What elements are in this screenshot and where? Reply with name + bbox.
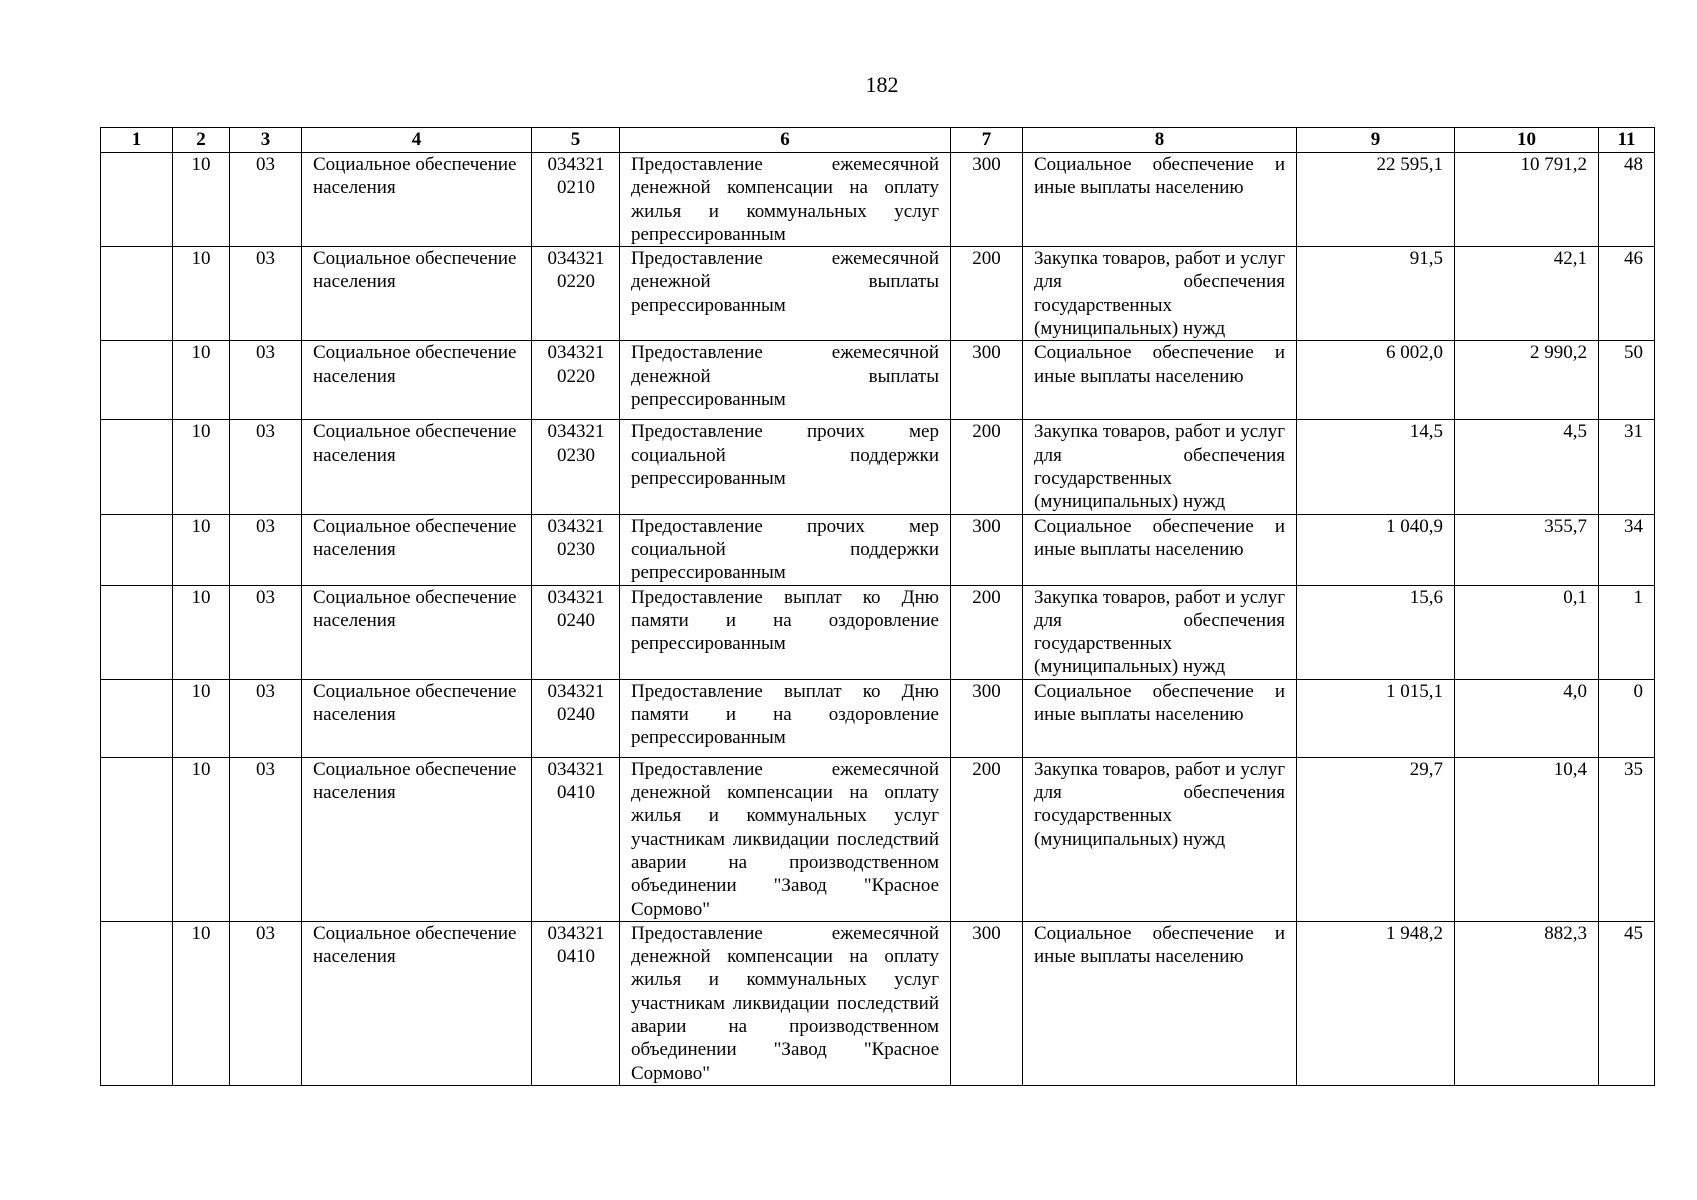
cell-section: 10 xyxy=(173,153,230,247)
cell-col-1 xyxy=(101,341,173,420)
target-code-text: 0343210230 xyxy=(547,515,605,560)
cell-col-1 xyxy=(101,921,173,1085)
cell-value-10: 882,3 xyxy=(1455,921,1599,1085)
cell-expense-type: 300 xyxy=(951,341,1023,420)
cell-percent: 45 xyxy=(1599,921,1655,1085)
table-row xyxy=(101,153,1655,247)
cell-col-1 xyxy=(101,247,173,341)
cell-value-9: 15,6 xyxy=(1297,585,1455,679)
budget-table xyxy=(100,127,1655,1086)
cell-description: Предоставление выплат ко Дню памяти и на оздоровление репрессированным xyxy=(620,679,951,757)
cell-value-9: 6 002,0 xyxy=(1297,341,1455,420)
cell-value-10: 0,1 xyxy=(1455,585,1599,679)
cell-description: Предоставление прочих мер социальной поддержки репрессированным xyxy=(620,420,951,514)
cell-expense-type: 200 xyxy=(951,585,1023,679)
cell-subsection: 03 xyxy=(230,921,302,1085)
header-col-6: 6 xyxy=(620,128,951,153)
table-row xyxy=(101,585,1655,679)
cell-value-9: 29,7 xyxy=(1297,757,1455,921)
cell-expense-type: 300 xyxy=(951,679,1023,757)
cell-description: Предоставление ежемесячной денежной компенсации на оплату жилья и коммунальных услуг репрессированным xyxy=(620,153,951,247)
target-code-text: 0343210410 xyxy=(547,758,605,804)
cell-value-10: 10 791,2 xyxy=(1455,153,1599,247)
cell-expense-name: Социальное обеспечение и иные выплаты населению xyxy=(1023,341,1297,420)
table-body xyxy=(101,153,1655,1086)
table-row xyxy=(101,757,1655,921)
cell-subsection: 03 xyxy=(230,514,302,585)
cell-percent: 50 xyxy=(1599,341,1655,420)
cell-section: 10 xyxy=(173,420,230,514)
cell-col-1 xyxy=(101,679,173,757)
table-row xyxy=(101,514,1655,585)
cell-value-10: 10,4 xyxy=(1455,757,1599,921)
target-code-text: 0343210220 xyxy=(547,248,605,293)
cell-percent: 35 xyxy=(1599,757,1655,921)
cell-value-9: 14,5 xyxy=(1297,420,1455,514)
cell-subsection: 03 xyxy=(230,585,302,679)
cell-value-9: 1 015,1 xyxy=(1297,679,1455,757)
cell-section-name: Социальное обеспечение населения xyxy=(302,341,532,420)
cell-section-name: Социальное обеспечение населения xyxy=(302,757,532,921)
cell-expense-name: Закупка товаров, работ и услуг для обеспечения государственных (муниципальных) нужд xyxy=(1023,247,1297,341)
cell-percent: 34 xyxy=(1599,514,1655,585)
cell-description: Предоставление выплат ко Дню памяти и на оздоровление репрессированным xyxy=(620,585,951,679)
cell-col-1 xyxy=(101,153,173,247)
cell-target-code xyxy=(532,679,620,757)
table-row xyxy=(101,921,1655,1085)
cell-subsection: 03 xyxy=(230,341,302,420)
cell-expense-name: Закупка товаров, работ и услуг для обеспечения государственных (муниципальных) нужд xyxy=(1023,420,1297,514)
cell-target-code xyxy=(532,420,620,514)
cell-percent: 46 xyxy=(1599,247,1655,341)
header-col-4: 4 xyxy=(302,128,532,153)
cell-subsection: 03 xyxy=(230,153,302,247)
cell-section-name: Социальное обеспечение населения xyxy=(302,420,532,514)
cell-subsection: 03 xyxy=(230,420,302,514)
cell-percent: 31 xyxy=(1599,420,1655,514)
target-code-text: 0343210410 xyxy=(547,922,605,968)
header-row xyxy=(101,128,1655,153)
cell-description: Предоставление ежемесячной денежной компенсации на оплату жилья и коммунальных услуг участникам ликвидации последствий аварии на производственном объединении "Завод "Красное Сормово" xyxy=(620,921,951,1085)
header-col-8: 8 xyxy=(1023,128,1297,153)
cell-section-name: Социальное обеспечение населения xyxy=(302,153,532,247)
cell-expense-name: Социальное обеспечение и иные выплаты населению xyxy=(1023,514,1297,585)
table-row xyxy=(101,341,1655,420)
cell-value-10: 355,7 xyxy=(1455,514,1599,585)
cell-section: 10 xyxy=(173,679,230,757)
cell-percent: 1 xyxy=(1599,585,1655,679)
cell-target-code xyxy=(532,757,620,921)
cell-expense-name: Социальное обеспечение и иные выплаты населению xyxy=(1023,153,1297,247)
cell-col-1 xyxy=(101,757,173,921)
cell-percent: 0 xyxy=(1599,679,1655,757)
cell-col-1 xyxy=(101,420,173,514)
cell-section: 10 xyxy=(173,247,230,341)
cell-subsection: 03 xyxy=(230,679,302,757)
table-row xyxy=(101,247,1655,341)
cell-value-9: 91,5 xyxy=(1297,247,1455,341)
cell-section-name: Социальное обеспечение населения xyxy=(302,514,532,585)
cell-section: 10 xyxy=(173,514,230,585)
cell-expense-type: 200 xyxy=(951,247,1023,341)
cell-section: 10 xyxy=(173,341,230,420)
cell-value-10: 2 990,2 xyxy=(1455,341,1599,420)
target-code-text: 0343210240 xyxy=(547,680,605,726)
header-col-2: 2 xyxy=(173,128,230,153)
cell-expense-name: Социальное обеспечение и иные выплаты населению xyxy=(1023,921,1297,1085)
cell-value-9: 1 040,9 xyxy=(1297,514,1455,585)
cell-section: 10 xyxy=(173,757,230,921)
cell-target-code xyxy=(532,514,620,585)
cell-description: Предоставление ежемесячной денежной компенсации на оплату жилья и коммунальных услуг участникам ликвидации последствий аварии на производственном объединении "Завод "Красное Сормово" xyxy=(620,757,951,921)
cell-description: Предоставление ежемесячной денежной выплаты репрессированным xyxy=(620,247,951,341)
cell-section-name: Социальное обеспечение населения xyxy=(302,921,532,1085)
cell-col-1 xyxy=(101,514,173,585)
cell-subsection: 03 xyxy=(230,757,302,921)
target-code-text: 0343210210 xyxy=(547,154,605,199)
cell-target-code xyxy=(532,247,620,341)
header-col-7: 7 xyxy=(951,128,1023,153)
cell-section-name: Социальное обеспечение населения xyxy=(302,585,532,679)
cell-expense-type: 300 xyxy=(951,153,1023,247)
cell-description: Предоставление прочих мер социальной поддержки репрессированным xyxy=(620,514,951,585)
cell-expense-type: 200 xyxy=(951,420,1023,514)
header-col-11: 11 xyxy=(1599,128,1655,153)
cell-target-code xyxy=(532,921,620,1085)
header-col-3: 3 xyxy=(230,128,302,153)
cell-expense-type: 300 xyxy=(951,921,1023,1085)
target-code-text: 0343210240 xyxy=(547,586,605,631)
header-col-10: 10 xyxy=(1455,128,1599,153)
cell-value-10: 4,0 xyxy=(1455,679,1599,757)
cell-section: 10 xyxy=(173,585,230,679)
cell-expense-type: 200 xyxy=(951,757,1023,921)
cell-target-code xyxy=(532,153,620,247)
table-row xyxy=(101,420,1655,514)
header-col-1: 1 xyxy=(101,128,173,153)
cell-expense-name: Закупка товаров, работ и услуг для обеспечения государственных (муниципальных) нужд xyxy=(1023,585,1297,679)
cell-value-9: 22 595,1 xyxy=(1297,153,1455,247)
cell-section-name: Социальное обеспечение населения xyxy=(302,247,532,341)
cell-section: 10 xyxy=(173,921,230,1085)
cell-expense-name: Закупка товаров, работ и услуг для обеспечения государственных (муниципальных) нужд xyxy=(1023,757,1297,921)
cell-col-1 xyxy=(101,585,173,679)
cell-target-code xyxy=(532,585,620,679)
cell-value-10: 4,5 xyxy=(1455,420,1599,514)
page-number: 182 xyxy=(865,72,899,97)
cell-section-name: Социальное обеспечение населения xyxy=(302,679,532,757)
table-row xyxy=(101,679,1655,757)
target-code-text: 0343210220 xyxy=(547,342,605,387)
cell-value-10: 42,1 xyxy=(1455,247,1599,341)
cell-description: Предоставление ежемесячной денежной выплаты репрессированным xyxy=(620,341,951,420)
cell-expense-type: 300 xyxy=(951,514,1023,585)
cell-subsection: 03 xyxy=(230,247,302,341)
header-col-9: 9 xyxy=(1297,128,1455,153)
target-code-text: 0343210230 xyxy=(547,421,605,466)
cell-percent: 48 xyxy=(1599,153,1655,247)
cell-value-9: 1 948,2 xyxy=(1297,921,1455,1085)
cell-target-code xyxy=(532,341,620,420)
cell-expense-name: Социальное обеспечение и иные выплаты населению xyxy=(1023,679,1297,757)
header-col-5: 5 xyxy=(532,128,620,153)
